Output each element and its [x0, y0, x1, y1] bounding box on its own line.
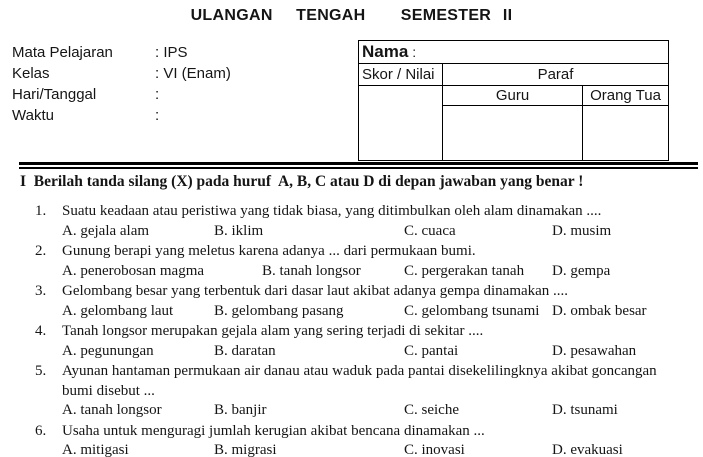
option-a: A. pegunungan: [62, 342, 154, 359]
option-a: A. gelombang laut: [62, 302, 174, 319]
skor-nilai-empty-cell: [359, 86, 443, 161]
question-text: Gelombang besar yang terbentuk dari dasar laut akibat adanya gempa dinamakan ....: [62, 283, 569, 299]
info-value: : VI (Enam): [155, 65, 231, 82]
option-b: B. banjir: [214, 402, 267, 418]
option-b: B. daratan: [214, 342, 276, 359]
options-row: [62, 441, 670, 457]
option-d: D. musim: [552, 222, 612, 239]
score-table: [358, 40, 669, 161]
info-label: Waktu: [12, 107, 54, 124]
nama-label: Nama: [362, 42, 409, 61]
question-2: [0, 242, 703, 281]
info-label: Mata Pelajaran: [12, 44, 113, 61]
info-value: :: [155, 86, 160, 103]
table-row-skor-paraf: [359, 64, 669, 86]
question-3: [0, 282, 703, 321]
question-number: 5.: [35, 363, 47, 379]
info-row-hari-tanggal: [12, 84, 231, 105]
info-row-kelas: [12, 63, 231, 84]
option-d: D. tsunami: [552, 402, 618, 418]
page-title: ULANGAN TENGAH SEMESTER II: [190, 7, 513, 24]
paraf-cell: Paraf: [443, 64, 669, 86]
guru-signature-cell: [443, 106, 583, 161]
question-text: Usaha untuk menguragi jumlah kerugian akibat bencana dinamakan ...: [62, 422, 485, 439]
option-a: A. gejala alam: [62, 222, 150, 239]
option-c: C. seiche: [404, 402, 459, 418]
question-number: 3.: [35, 283, 47, 299]
section-heading: I Berilah tanda silang (X) pada huruf A, B, C atau D di depan jawaban yang benar !: [20, 173, 584, 190]
option-c: C. cuaca: [404, 222, 456, 239]
option-d: D. evakuasi: [552, 442, 623, 457]
header-divider-double-line: [19, 162, 698, 169]
info-row-waktu: [12, 105, 231, 126]
skor-nilai-cell: Skor / Nilai: [359, 64, 443, 86]
options-row: [62, 342, 670, 362]
question-list: [0, 202, 703, 457]
question-text: Tanah longsor merupakan gejala alam yang sering terjadi di sekitar ....: [62, 323, 484, 339]
option-c: C. pergerakan tanah: [404, 262, 525, 279]
info-label: Kelas: [12, 65, 50, 82]
option-c: C. gelombang tsunami: [404, 302, 540, 319]
option-c: C. pantai: [404, 342, 459, 359]
option-b: B. gelombang pasang: [214, 302, 344, 319]
question-5: [0, 362, 703, 421]
question-text: Suatu keadaan atau peristiwa yang tidak biasa, yang ditimbulkan oleh alam dinamakan ....: [62, 203, 602, 219]
option-a: A. mitigasi: [62, 442, 129, 457]
question-number: 4.: [35, 323, 47, 339]
question-number: 6.: [35, 422, 47, 439]
option-c: C. inovasi: [404, 442, 465, 457]
table-row-nama: [359, 41, 669, 64]
option-d: D. pesawahan: [552, 342, 637, 359]
option-d: D. gempa: [552, 262, 611, 279]
question-text: Ayunan hantaman permukaan air danau atau waduk pada pantai disekelilingknya akibat goncangan bumi disebut ...: [62, 363, 657, 399]
nama-colon: :: [408, 44, 417, 60]
option-b: B. tanah longsor: [262, 262, 361, 279]
options-row: [62, 401, 670, 421]
options-row: [62, 222, 670, 242]
option-b: B. migrasi: [214, 442, 277, 457]
question-number: 2.: [35, 243, 47, 259]
option-a: A. tanah longsor: [62, 402, 162, 418]
table-row-paraf-headers: [359, 86, 669, 106]
nama-cell: [359, 41, 669, 64]
question-text: Gunung berapi yang meletus karena adanya ... dari permukaan bumi.: [62, 243, 476, 259]
option-b: B. iklim: [214, 222, 264, 239]
orang-tua-signature-cell: [583, 106, 669, 161]
exam-info-block: [12, 42, 231, 126]
question-6: [0, 422, 703, 457]
options-row: [62, 262, 670, 282]
question-4: [0, 322, 703, 361]
info-value: :: [155, 107, 160, 124]
option-a: A. penerobosan magma: [62, 262, 205, 279]
orang-tua-header-cell: Orang Tua: [583, 86, 669, 106]
info-row-mata-pelajaran: [12, 42, 231, 63]
options-row: [62, 302, 670, 322]
question-1: [0, 202, 703, 241]
question-number: 1.: [35, 203, 47, 219]
info-value: : IPS: [155, 44, 188, 61]
option-d: D. ombak besar: [552, 302, 647, 319]
guru-header-cell: Guru: [443, 86, 583, 106]
info-label: Hari/Tanggal: [12, 86, 97, 103]
